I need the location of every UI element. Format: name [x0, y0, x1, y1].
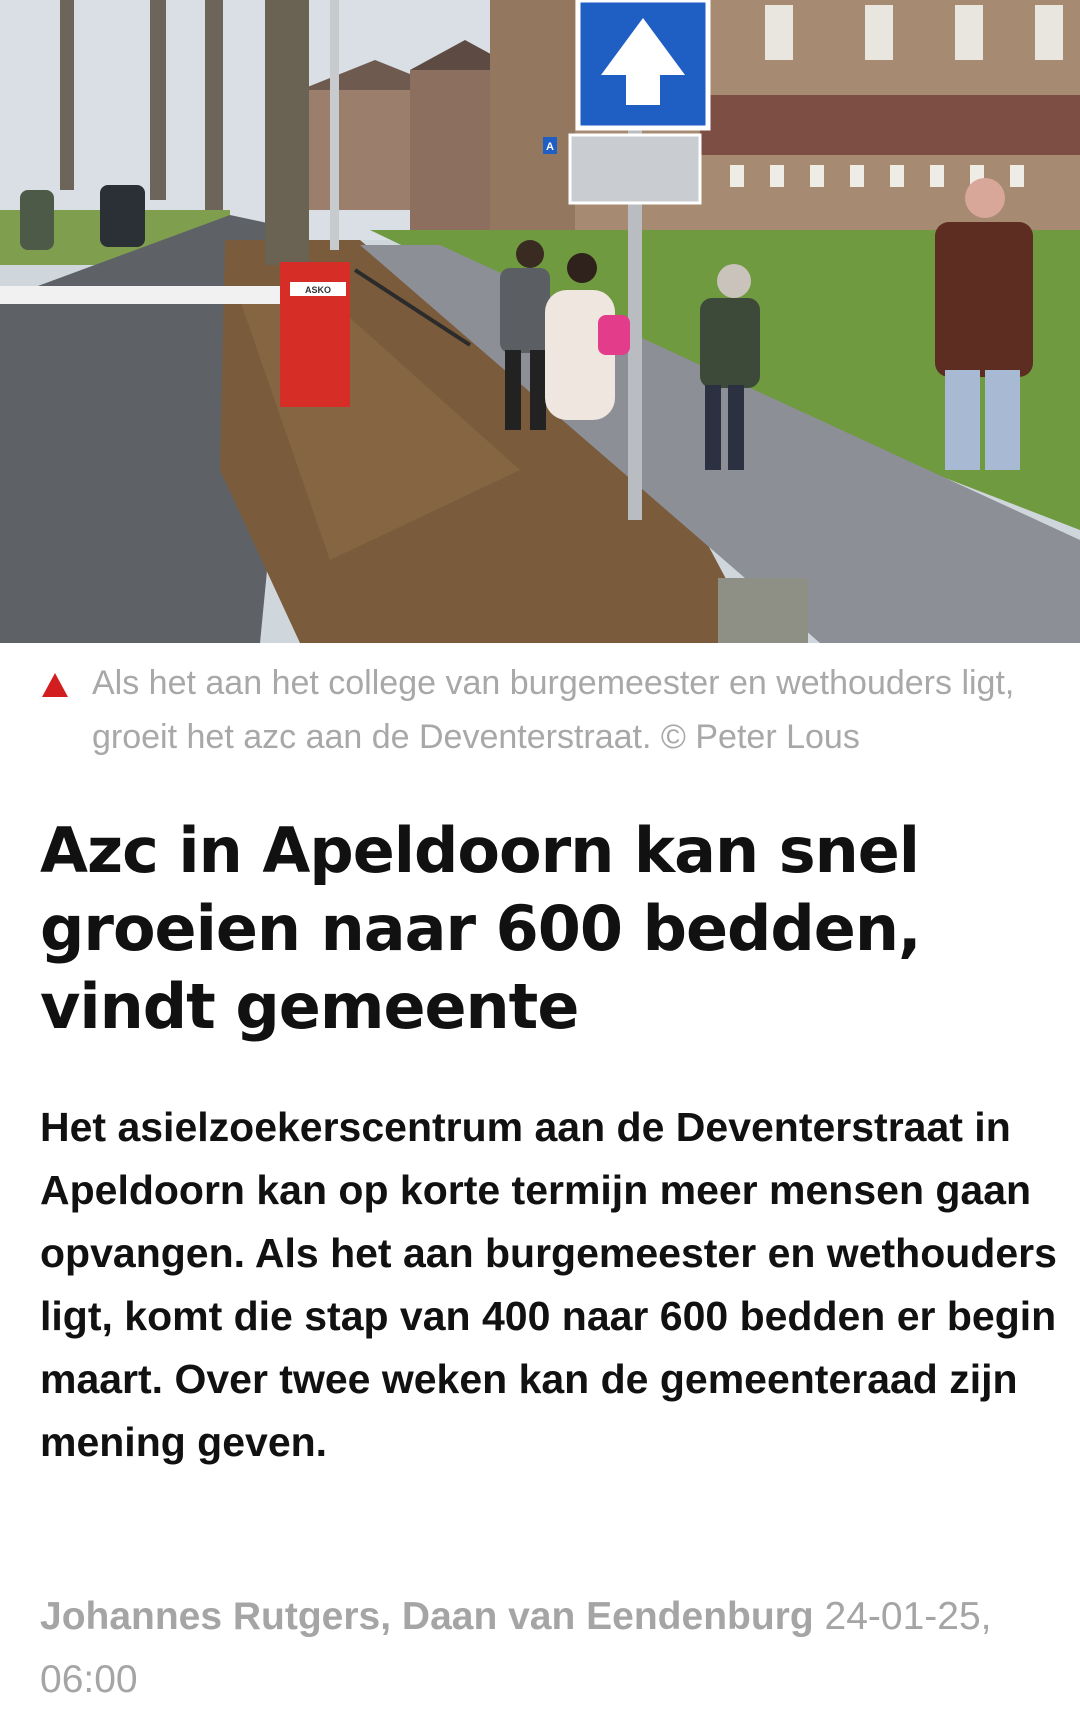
hero-photo[interactable] [0, 0, 1080, 643]
red-triangle-icon [40, 670, 70, 700]
caption-text: Als het aan het college van burgemeester en wethouders ligt, groeit het azc aan de Deventerstraat. © Peter Lous [92, 664, 1015, 756]
building-sign-letter: A [546, 141, 554, 153]
byline-timestamp: 24-01-25, 06:00 [40, 1595, 992, 1701]
photo-caption [40, 656, 1040, 764]
barrier-label: ASKO [304, 285, 332, 295]
byline-authors[interactable]: Johannes Rutgers, Daan van Eendenburg [40, 1595, 814, 1638]
hero-photo-illustration [0, 0, 1080, 643]
article-byline [40, 1585, 1040, 1711]
article-headline: Azc in Apeldoorn kan snel groeien naar 600 bedden, vindt gemeente [40, 814, 921, 1043]
article-lead: Het asielzoekerscentrum aan de Deventerstraat in Apeldoorn kan op korte termijn meer mensen gaan opvangen. Als het aan burgemeester en wethouders ligt, komt die stap van 400 naar 600 bedden er begin maart. Over twee weken kan de gemeenteraad zijn mening geven. [40, 1104, 1057, 1465]
